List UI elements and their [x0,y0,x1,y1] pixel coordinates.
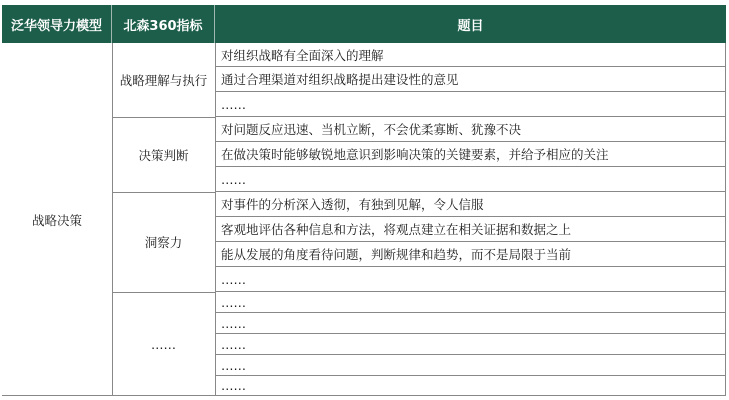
indicator-cell: 洞察力 [144,235,183,250]
column-divider [215,43,216,396]
header-indicator: 北森360指标 [112,5,215,43]
question-row: …… [215,292,726,313]
indicator-cell: 决策判断 [138,147,189,163]
column-divider [112,43,113,396]
header-question: 题目 [215,5,726,43]
question-row: 对组织战略有全面深入的理解 [215,43,726,67]
question-row: 通过合理渠道对组织战略提出建设性的意见 [215,67,726,92]
question-row: …… [215,267,726,292]
indicator-cell: 战略理解与执行 [119,73,208,88]
table-right-border [725,43,726,396]
question-row: …… [215,313,726,334]
header-model: 泛华领导力模型 [2,5,112,43]
question-row: 对事件的分析深入透彻，有独到见解，令人信服 [215,192,726,217]
table-bottom-border [2,395,726,396]
question-row: 在做决策时能够敏锐地意识到影响决策的关键要素，并给予相应的关注 [215,142,726,167]
indicator-cell: …… [151,336,176,352]
question-row: …… [215,92,726,117]
question-row: 对问题反应迅速、当机立断，不会优柔寡断、犹豫不决 [215,117,726,142]
question-row: …… [215,334,726,355]
model-cell: 战略决策 [31,212,82,228]
question-row: …… [215,376,726,396]
indicator-divider [112,117,215,118]
indicator-divider [112,292,215,293]
question-row: …… [215,355,726,376]
leadership-table [2,5,726,396]
question-row: …… [215,167,726,192]
question-row: 客观地评估各种信息和方法，将观点建立在相关证据和数据之上 [215,217,726,242]
indicator-divider [112,192,215,193]
question-row: 能从发展的角度看待问题，判断规律和趋势，而不是局限于当前 [215,242,726,267]
